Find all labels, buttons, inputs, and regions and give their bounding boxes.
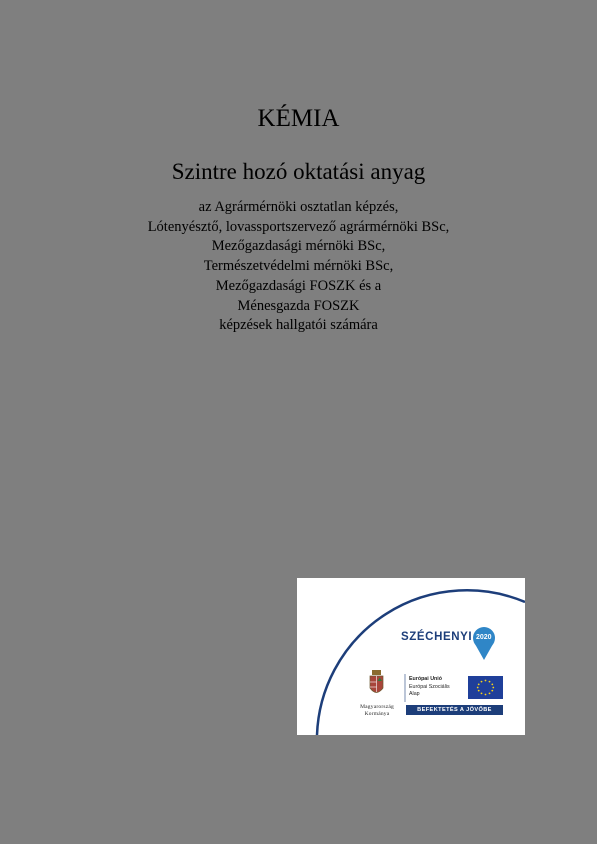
audience-line: Mezőgazdasági FOSZK és a xyxy=(215,277,382,294)
eu-line: Európai Unió xyxy=(409,676,442,682)
slogan-bar: BEFEKTETÉS A JÖVŐBE xyxy=(406,705,503,715)
kormany-label xyxy=(347,704,407,718)
kormany-line: Kormánya xyxy=(364,711,390,717)
audience-line: Lótenyésztő, lovassportszervező agrármérnöki BSc, xyxy=(147,218,450,235)
audience-line: képzések hallgatói számára xyxy=(219,317,378,334)
audience-line: az Agrármérnöki osztatlan képzés, xyxy=(198,199,399,215)
document-subtitle: Szintre hozó oktatási anyag xyxy=(171,159,426,184)
audience-line: Mezőgazdasági mérnöki BSc, xyxy=(211,238,386,255)
szechenyi-2020-logo-block xyxy=(297,578,525,735)
audience-line: Természetvédelmi mérnöki BSc, xyxy=(203,258,394,275)
eu-label xyxy=(409,676,450,699)
coat-of-arms-icon xyxy=(370,670,383,693)
location-pin-icon xyxy=(473,627,495,660)
eu-line: Európai Szociális xyxy=(409,683,450,690)
audience-lines xyxy=(0,198,597,336)
szechenyi-wordmark: SZÉCHENYI xyxy=(401,631,473,643)
document-title: KÉMIA xyxy=(257,105,340,132)
kormany-line: Magyarország xyxy=(360,704,394,710)
year-label: 2020 xyxy=(476,634,492,641)
eu-line: Alap xyxy=(409,691,420,697)
audience-line: Ménesgazda FOSZK xyxy=(237,297,360,314)
eu-flag-icon xyxy=(468,676,503,699)
